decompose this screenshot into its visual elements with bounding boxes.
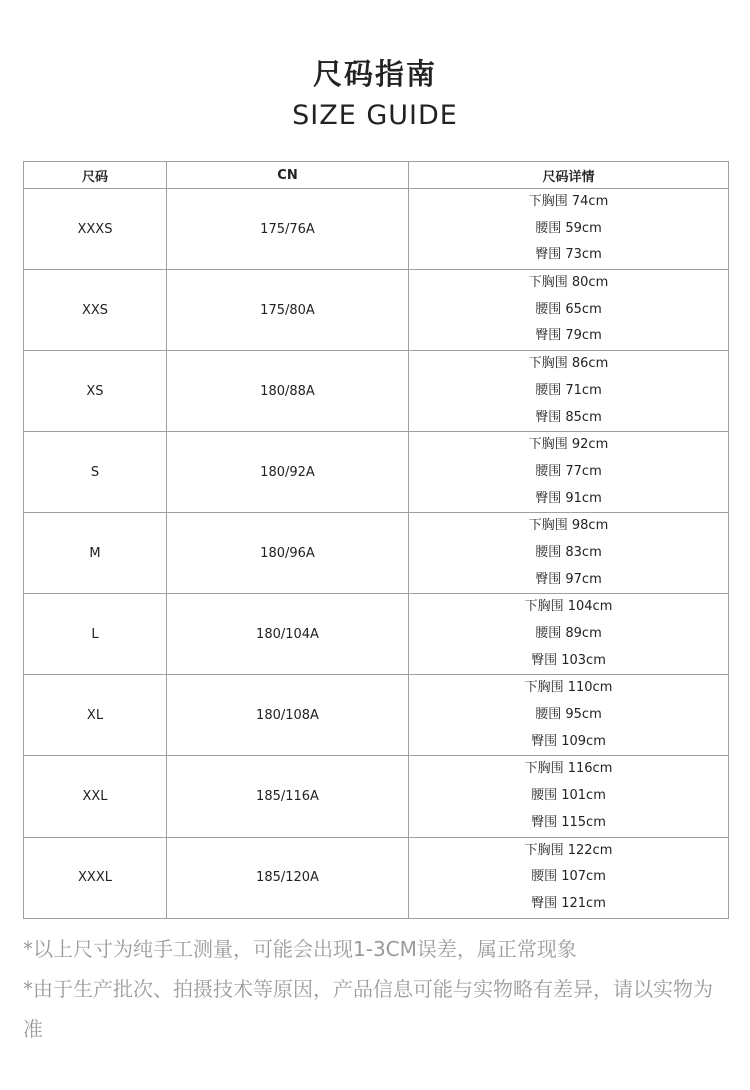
detail-line: 臀围 115cm [531,814,606,830]
size-cell: XXS [24,270,167,351]
table-row [24,675,729,756]
detail-line: 下胸围 110cm [524,680,613,696]
page-subtitle: SIZE GUIDE [292,100,458,131]
cn-cell: 175/76A [167,189,409,270]
detail-line: 腰围 95cm [535,707,602,723]
details-cell [409,837,729,918]
table-row [24,594,729,675]
detail-line: 腰围 71cm [535,382,602,398]
detail-line: 下胸围 104cm [524,599,613,615]
cn-cell: 185/116A [167,756,409,837]
detail-line: 臀围 103cm [531,652,606,668]
detail-line: 臀围 79cm [535,328,602,344]
detail-line: 下胸围 74cm [528,194,609,209]
size-table [23,161,729,919]
detail-line: 腰围 89cm [535,626,602,641]
size-cell: XXL [24,756,167,837]
detail-line: 腰围 59cm [535,220,602,236]
detail-line: 臀围 85cm [535,409,602,425]
detail-line: 下胸围 98cm [528,518,609,534]
size-cell: XXXL [24,837,167,918]
cn-cell: 180/108A [167,675,409,756]
table-row [24,270,729,351]
table-row [24,351,729,432]
detail-line: 臀围 121cm [531,895,606,911]
table-header-row [24,162,729,189]
cn-cell: 180/88A [167,351,409,432]
size-cell: L [24,594,167,675]
cn-cell: 175/80A [167,270,409,351]
size-cell: XS [24,351,167,432]
detail-line: 下胸围 116cm [524,761,613,777]
detail-line: 臀围 91cm [535,490,602,506]
table-row [24,513,729,594]
cn-cell: 180/92A [167,432,409,513]
page-title: 尺码指南 [312,57,437,91]
detail-line: 腰围 65cm [535,301,602,317]
detail-line: 腰围 77cm [535,463,602,479]
table-row [24,432,729,513]
details-cell [409,594,729,675]
details-cell [409,351,729,432]
detail-line: 腰围 101cm [531,788,606,804]
note-disclaimer: *由于生产批次、拍摄技术等原因，产品信息可能与实物略有差异，请以实物为准 [23,977,713,1041]
detail-line: 臀围 97cm [535,571,602,587]
details-cell [409,432,729,513]
note-measurement: *以上尺寸为纯手工测量，可能会出现1-3CM误差，属正常现象 [23,937,577,961]
size-cell: XXXS [24,189,167,270]
detail-line: 下胸围 80cm [528,275,609,291]
details-cell [409,270,729,351]
detail-line: 腰围 83cm [535,544,602,560]
detail-line: 下胸围 92cm [528,437,609,453]
details-cell [409,189,729,270]
header-details: 尺码详情 [409,162,729,189]
detail-line: 下胸围 122cm [524,842,613,858]
cn-cell: 180/96A [167,513,409,594]
detail-line: 下胸围 86cm [528,356,609,372]
table-body [24,189,729,919]
size-cell: S [24,432,167,513]
size-cell: M [24,513,167,594]
size-cell: XL [24,675,167,756]
cn-cell: 185/120A [167,837,409,918]
table-row [24,756,729,837]
detail-line: 腰围 107cm [531,869,606,885]
table-row [24,189,729,270]
header-size: 尺码 [24,162,167,189]
details-cell [409,756,729,837]
details-cell [409,513,729,594]
header-cn: CN [167,162,409,189]
details-cell [409,675,729,756]
detail-line: 臀围 73cm [535,247,602,263]
table-row [24,837,729,918]
detail-line: 臀围 109cm [531,733,606,749]
cn-cell: 180/104A [167,594,409,675]
